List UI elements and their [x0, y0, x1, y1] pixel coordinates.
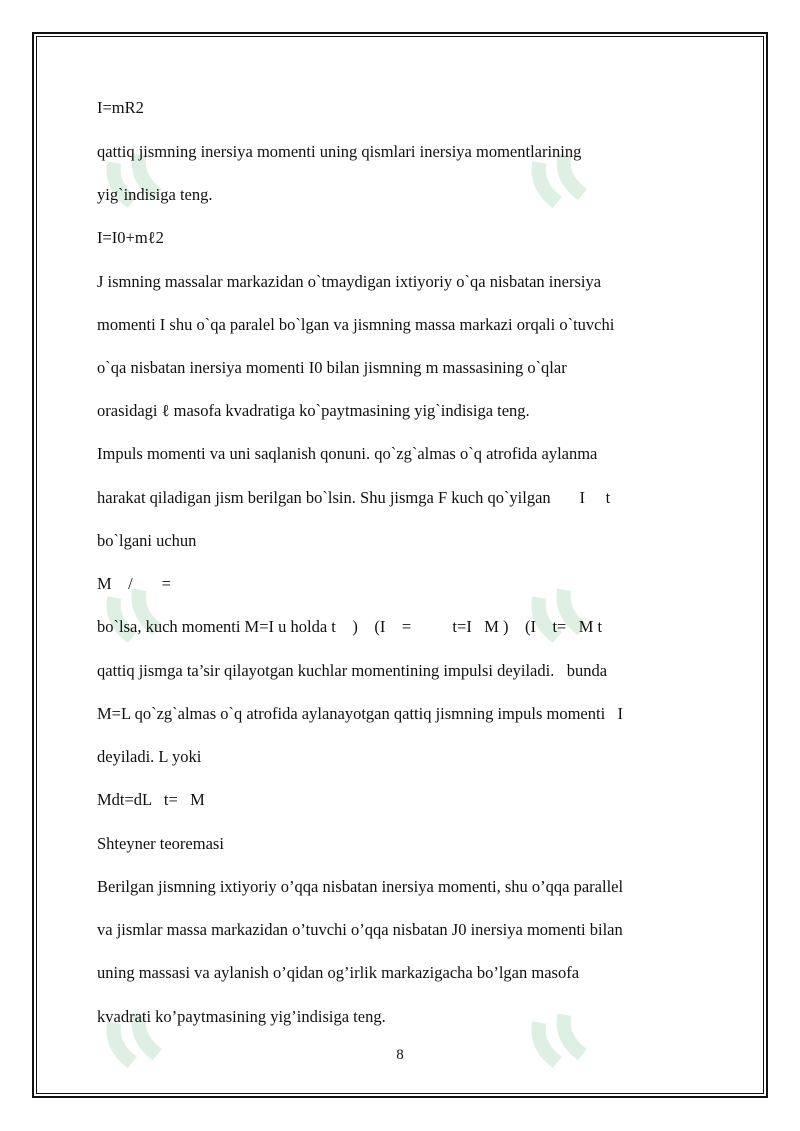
- text-line: va jismlar massa markazidan o’tuvchi o’qqa nisbatan J0 inersiya momenti bilan: [97, 920, 623, 939]
- text-line: kvadrati ko’paytmasining yig’indisiga teng.: [97, 1007, 386, 1026]
- formula-line: I=mR2: [97, 98, 144, 117]
- text-line: qattiq jismga ta’sir qilayotgan kuchlar momentining impulsi deyiladi. bunda: [97, 661, 608, 680]
- section-heading: Shteyner teoremasi: [97, 834, 224, 853]
- text-line: uning massasi va aylanish o’qidan og’irlik markazigacha bo’lgan masofa: [97, 963, 580, 982]
- text-line: bo`lsa, kuch momenti M=I u holda t ) (I = t=I M ) (I t= M t: [97, 617, 603, 636]
- text-line: momenti I shu o`qa paralel bo`lgan va jismning massa markazi orqali o`tuvchi: [97, 315, 615, 334]
- text-line: M=L qo`zg`almas o`q atrofida aylanayotgan qattiq jismning impuls momenti I: [97, 704, 624, 723]
- text-line: qattiq jismning inersiya momenti uning qismlari inersiya momentlarining: [97, 142, 582, 161]
- text-line: J ismning massalar markazidan o`tmaydigan ixtiyoriy o`qa nisbatan inersiya: [97, 272, 602, 291]
- text-line: Impuls momenti va uni saqlanish qonuni. qo`zg`almas o`q atrofida aylanma: [97, 444, 598, 463]
- text-line: deyiladi. L yoki: [97, 747, 202, 766]
- text-line: bo`lgani uchun: [97, 531, 197, 550]
- formula-line: I=I0+mℓ2: [97, 228, 164, 247]
- text-line: harakat qiladigan jism berilgan bo`lsin. Shu jismga F kuch qo`yilgan I t: [97, 488, 611, 507]
- formula-line: Mdt=dL t= M: [97, 790, 205, 809]
- text-line: Berilgan jismning ixtiyoriy o’qqa nisbatan inersiya momenti, shu o’qqa parallel: [97, 877, 624, 896]
- formula-line: M / =: [97, 574, 171, 593]
- text-line: o`qa nisbatan inersiya momenti I0 bilan jismning m massasining o`qlar: [97, 358, 567, 377]
- text-line: orasidagi ℓ masofa kvadratiga ko`paytmasining yig`indisiga teng.: [97, 401, 530, 420]
- text-line: yig`indisiga teng.: [97, 185, 213, 204]
- page-number: 8: [396, 1047, 404, 1063]
